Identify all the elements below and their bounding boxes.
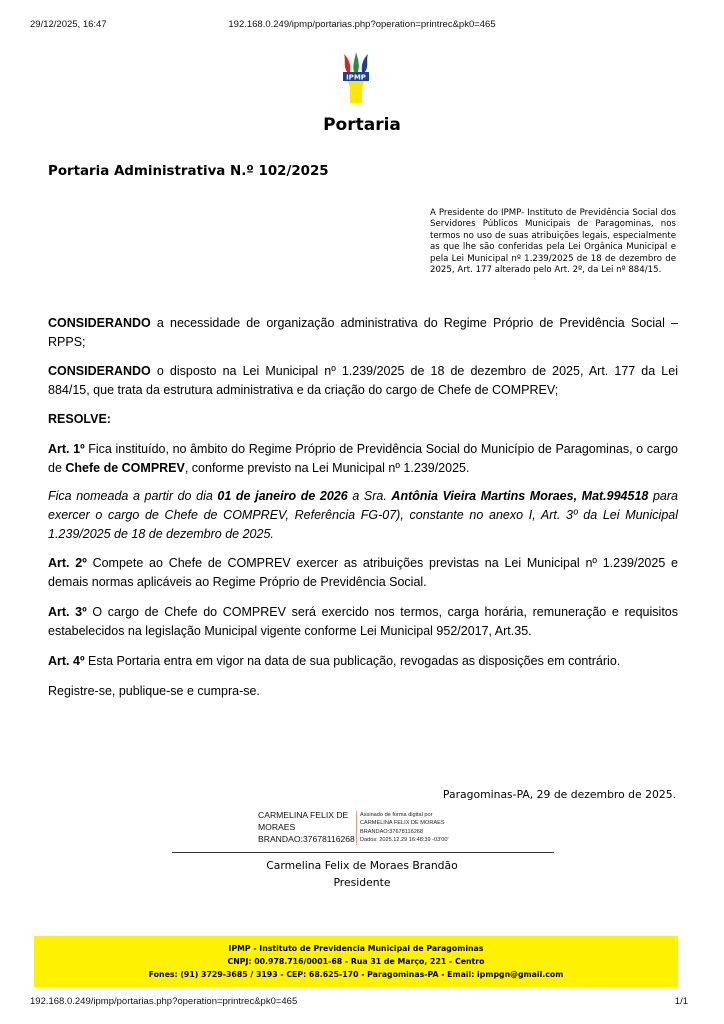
digital-signature-name (258, 809, 363, 845)
signature-info-line: Dados: 2025.12.29 16:48:39 -03'00' (360, 836, 449, 843)
appointment-text-a: Fica nomeada a partir do dia (48, 489, 218, 503)
signature-info-line: Assinado de forma digital por (360, 812, 433, 818)
logo-text: IPMP (346, 73, 366, 82)
signature-name-line: BRANDAO:37678116268 (258, 834, 355, 844)
signature-info-line: CARMELINA FELIX DE MORAES (360, 820, 445, 827)
ipmp-logo (338, 50, 374, 104)
closing-statement: Registre-se, publique-se e cumpra-se. (48, 684, 260, 698)
signature-info-line: BRANDAO:37678116268 (360, 828, 424, 835)
signature-divider (356, 811, 357, 845)
article-4 (48, 652, 678, 671)
article-1-text-b: , conforme previsto na Lei Municipal nº 1.239/2025. (184, 461, 470, 475)
page-counter: 1/1 (674, 996, 688, 1007)
appointment-text-b: a Sra. (347, 489, 392, 503)
institution-footer-band (34, 936, 678, 987)
footer-institution-name: IPMP - Instituto de Previdencia Municipal de Paragominas (228, 944, 484, 953)
resolve-label: RESOLVE: (48, 412, 111, 426)
place-and-date: Paragominas-PA, 29 de dezembro de 2025. (442, 788, 676, 801)
print-url-footer: 192.168.0.249/ipmp/portarias.php?operation=printrec&pk0=465 (30, 996, 298, 1007)
digital-signature-info (360, 811, 480, 844)
logo-torch (348, 81, 364, 103)
article-3-label: Art. 3º (48, 605, 87, 619)
article-3 (48, 603, 678, 641)
signer-name: Carmelina Felix de Moraes Brandão (266, 859, 458, 872)
article-4-text: Esta Portaria entra em vigor na data de sua publicação, revogadas as disposições em contrário. (84, 654, 621, 668)
article-2-text: Compete ao Chefe de COMPREV exercer as atribuições previstas na Lei Municipal nº 1.239/2025 e demais normas aplicáveis ao Regime Próprio de Previdência Social. (48, 556, 678, 589)
article-2-label: Art. 2º (48, 556, 87, 570)
appointment-date: 01 de janeiro de 2026 (217, 489, 348, 503)
print-datetime: 29/12/2025, 16:47 (30, 19, 107, 30)
document-number: Portaria Administrativa N.º 102/2025 (48, 164, 329, 179)
appointment-paragraph (48, 487, 678, 544)
appointee-name: Antônia Vieira Martins Moraes, Mat.994518 (391, 489, 649, 503)
print-url-header: 192.168.0.249/ipmp/portarias.php?operation=printrec&pk0=465 (228, 19, 496, 30)
logo-flame-blue-icon (362, 54, 368, 72)
signer-role: Presidente (333, 876, 391, 889)
article-1-text-a: Fica instituído, no âmbito do Regime Próprio de Previdência Social do Município de Paragominas, o cargo de (48, 442, 678, 475)
signature-line (172, 852, 554, 853)
considerando-1 (48, 314, 678, 352)
considerando-1-text: a necessidade de organização administrativa do Regime Próprio de Previdência Social – RPPS; (48, 316, 678, 349)
signature-name-line: MORAES (258, 822, 296, 832)
appointment-text-c: para exercer o cargo de Chefe de COMPREV, Referência FG-07), constante no anexo I, Art. 3º da Lei Municipal 1.239/2025 de 18 de dezembro de 2025. (48, 489, 679, 541)
page-title: Portaria (323, 115, 401, 135)
article-1 (48, 440, 678, 478)
footer-address: CNPJ: 00.978.716/0001-68 - Rua 31 de Março, 221 - Centro (227, 957, 485, 966)
resolve-heading (48, 410, 678, 429)
signature-name-line: CARMELINA FELIX DE (258, 810, 349, 820)
article-1-position: Chefe de COMPREV (65, 461, 185, 475)
logo-flame-green-icon (353, 52, 359, 72)
footer-contacts: Fones: (91) 3729-3685 / 3193 - CEP: 68.625-170 - Paragominas-PA - Email: ipmpgn@gmail.com (148, 970, 564, 979)
article-4-label: Art. 4º (48, 654, 85, 668)
article-2 (48, 554, 678, 592)
article-3-text: O cargo de Chefe do COMPREV será exercido nos termos, carga horária, remuneração e requisitos estabelecidos na legislação Municipal vigente conforme Lei Municipal 952/2017, Art.35. (48, 605, 678, 638)
considerando-2-text: o disposto na Lei Municipal nº 1.239/2025 de 18 de dezembro de 2025, Art. 177 da Lei 884/15, que trata da estrutura administrativa e da criação do cargo de Chefe de COMPREV; (48, 364, 678, 397)
logo-flame-red-icon (344, 54, 350, 72)
considerando-2 (48, 362, 678, 400)
considerando-2-label: CONSIDERANDO (48, 364, 151, 378)
preamble: A Presidente do IPMP- Instituto de Previdência Social dos Servidores Públicos Municipais de Paragominas, nos termos no uso de suas atribuições legais, especialmente as que lhe são conferidas pela Lei Orgânica Municipal e pela Lei Municipal nº 1.239/2025 de 18 de dezembro de 2025, Art. 177 alterado pelo Art. 2º, da Lei nº 884/15. (430, 208, 676, 276)
considerando-1-label: CONSIDERANDO (48, 316, 151, 330)
article-1-label: Art. 1º (48, 442, 85, 456)
